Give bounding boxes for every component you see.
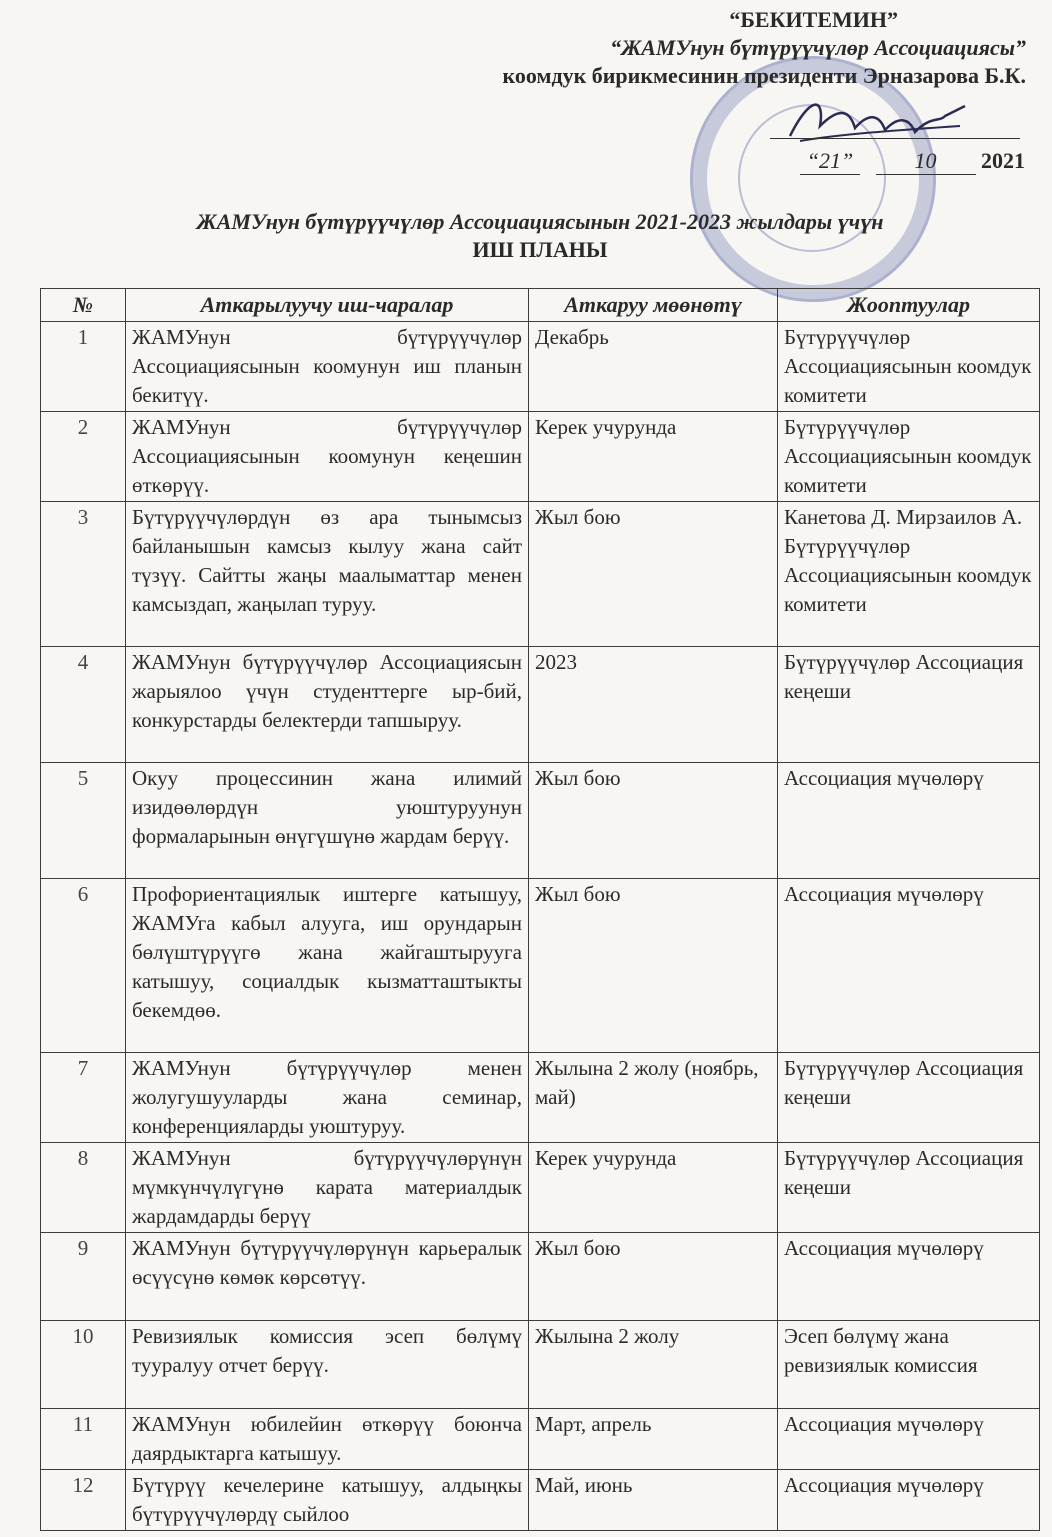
row-activity: ЖАМУнун юбилейин өткөрүү боюнча даярдыктарга катышуу. — [126, 1409, 529, 1470]
table-row — [41, 1143, 1040, 1233]
approval-heading: “БЕКИТЕМИН” — [729, 7, 898, 32]
header-responsible: Жооптуулар — [778, 289, 1040, 322]
table-row — [41, 1233, 1040, 1321]
header-activity: Аткарылуучу иш-чаралар — [126, 289, 529, 322]
row-responsible: Бүтүрүүчүлөр Ассоциация кеңеши — [778, 1053, 1040, 1143]
row-number: 9 — [41, 1233, 126, 1321]
table-row — [41, 412, 1040, 502]
row-responsible: Канетова Д. Мирзаилов А. Бүтүрүүчүлөр Ассоциациясынын коомдук комитети — [778, 502, 1040, 647]
title-line-1: ЖАМУнун бүтүрүүчүлөр Ассоциациясынын 2021-2023 жылдары үчүн — [196, 209, 884, 234]
table-row — [41, 879, 1040, 1053]
table-row — [41, 647, 1040, 763]
date-month: 10 — [876, 148, 976, 175]
row-responsible: Эсеп бөлүмү жана ревизиялык комиссия — [778, 1321, 1040, 1409]
table-row — [41, 1321, 1040, 1409]
row-term: Жылына 2 жолу — [529, 1321, 778, 1409]
row-term: Жыл бою — [529, 879, 778, 1053]
row-responsible: Ассоциация мүчөлөрү — [778, 1233, 1040, 1321]
row-number: 5 — [41, 763, 126, 879]
approval-president: коомдук бирикмесинин президенти Эрназарова Б.К. — [502, 63, 1026, 88]
row-responsible: Бүтүрүүчүлөр Ассоциация кеңеши — [778, 647, 1040, 763]
row-activity: ЖАМУнун бүтүрүүчүлөр Ассоциациясынын коомунун иш планын бекитүү. — [126, 322, 529, 412]
row-term: Жыл бою — [529, 763, 778, 879]
header-number: № — [41, 289, 126, 322]
row-number: 12 — [41, 1470, 126, 1531]
row-term: Керек учурунда — [529, 1143, 778, 1233]
date-year: 2021 — [981, 148, 1025, 173]
signature-handwritten — [780, 86, 970, 156]
row-term: Май, июнь — [529, 1470, 778, 1531]
row-term: Керек учурунда — [529, 412, 778, 502]
row-number: 7 — [41, 1053, 126, 1143]
table-row — [41, 502, 1040, 647]
table-row — [41, 763, 1040, 879]
row-responsible: Бүтүрүүчүлөр Ассоциациясынын коомдук комитети — [778, 322, 1040, 412]
date-day: “21” — [800, 148, 860, 175]
approval-date — [800, 148, 1030, 175]
table-header-row — [41, 289, 1040, 322]
row-responsible: Ассоциация мүчөлөрү — [778, 879, 1040, 1053]
table-row — [41, 1053, 1040, 1143]
row-responsible: Ассоциация мүчөлөрү — [778, 1409, 1040, 1470]
table-row — [41, 1409, 1040, 1470]
title-line-2: ИШ ПЛАНЫ — [472, 237, 608, 262]
row-term: 2023 — [529, 647, 778, 763]
row-responsible: Бүтүрүүчүлөр Ассоциациясынын коомдук комитети — [778, 412, 1040, 502]
row-number: 1 — [41, 322, 126, 412]
table-row — [41, 322, 1040, 412]
row-number: 3 — [41, 502, 126, 647]
row-activity: ЖАМУнун бүтүрүүчүлөрүнүн мүмкүнчүлүгүнө карата материалдык жардамдарды берүү — [126, 1143, 529, 1233]
work-plan-table — [40, 288, 1040, 1531]
row-responsible: Бүтүрүүчүлөр Ассоциация кеңеши — [778, 1143, 1040, 1233]
row-activity: Бүтүрүү кечелерине катышуу, алдыңкы бүтүрүүчүлөрдү сыйлоо — [126, 1470, 529, 1531]
row-responsible: Ассоциация мүчөлөрү — [778, 763, 1040, 879]
table-row — [41, 1470, 1040, 1531]
approval-block — [386, 6, 1026, 90]
row-activity: ЖАМУнун бүтүрүүчүлөр Ассоциациясынын коомунун кеңешин өткөрүү. — [126, 412, 529, 502]
row-activity: Профориентациялык иштерге катышуу, ЖАМУга кабыл алууга, иш орундарын бөлүштүрүүгө жана жайгаштырууга катышуу, социалдык кызматташтыкты бекемдөө. — [126, 879, 529, 1053]
row-term: Жыл бою — [529, 502, 778, 647]
header-term: Аткаруу мөөнөтү — [529, 289, 778, 322]
document-title — [110, 208, 970, 264]
row-number: 6 — [41, 879, 126, 1053]
row-number: 8 — [41, 1143, 126, 1233]
row-term: Март, апрель — [529, 1409, 778, 1470]
row-activity: ЖАМУнун бүтүрүүчүлөр менен жолугушууларды жана семинар, конференцияларды уюштуруу. — [126, 1053, 529, 1143]
row-activity: Бүтүрүүчүлөрдүн өз ара тынымсыз байланышын камсыз кылуу жана сайт түзүү. Сайтты жаңы маалыматтар менен камсыздап, жаңылап туруу. — [126, 502, 529, 647]
row-responsible: Ассоциация мүчөлөрү — [778, 1470, 1040, 1531]
row-activity: Окуу процессинин жана илимий изидөөлөрдүн уюштуруунун формаларынын өнүгүшүнө жардам берүү. — [126, 763, 529, 879]
signature-line — [770, 138, 1020, 139]
row-activity: Ревизиялык комиссия эсеп бөлүмү тууралуу отчет берүү. — [126, 1321, 529, 1409]
row-term: Жыл бою — [529, 1233, 778, 1321]
row-number: 2 — [41, 412, 126, 502]
row-number: 4 — [41, 647, 126, 763]
row-term: Декабрь — [529, 322, 778, 412]
row-number: 10 — [41, 1321, 126, 1409]
row-number: 11 — [41, 1409, 126, 1470]
row-activity: ЖАМУнун бүтүрүүчүлөрүнүн карьералык өсүүсүнө көмөк көрсөтүү. — [126, 1233, 529, 1321]
approval-organization: “ЖАМУнун бүтүрүүчүлөр Ассоциациясы” — [610, 35, 1026, 60]
row-term: Жылына 2 жолу (ноябрь, май) — [529, 1053, 778, 1143]
row-activity: ЖАМУнун бүтүрүүчүлөр Ассоциациясын жарыялоо үчүн студенттерге ыр-бий, конкурстарды белектерди тапшыруу. — [126, 647, 529, 763]
